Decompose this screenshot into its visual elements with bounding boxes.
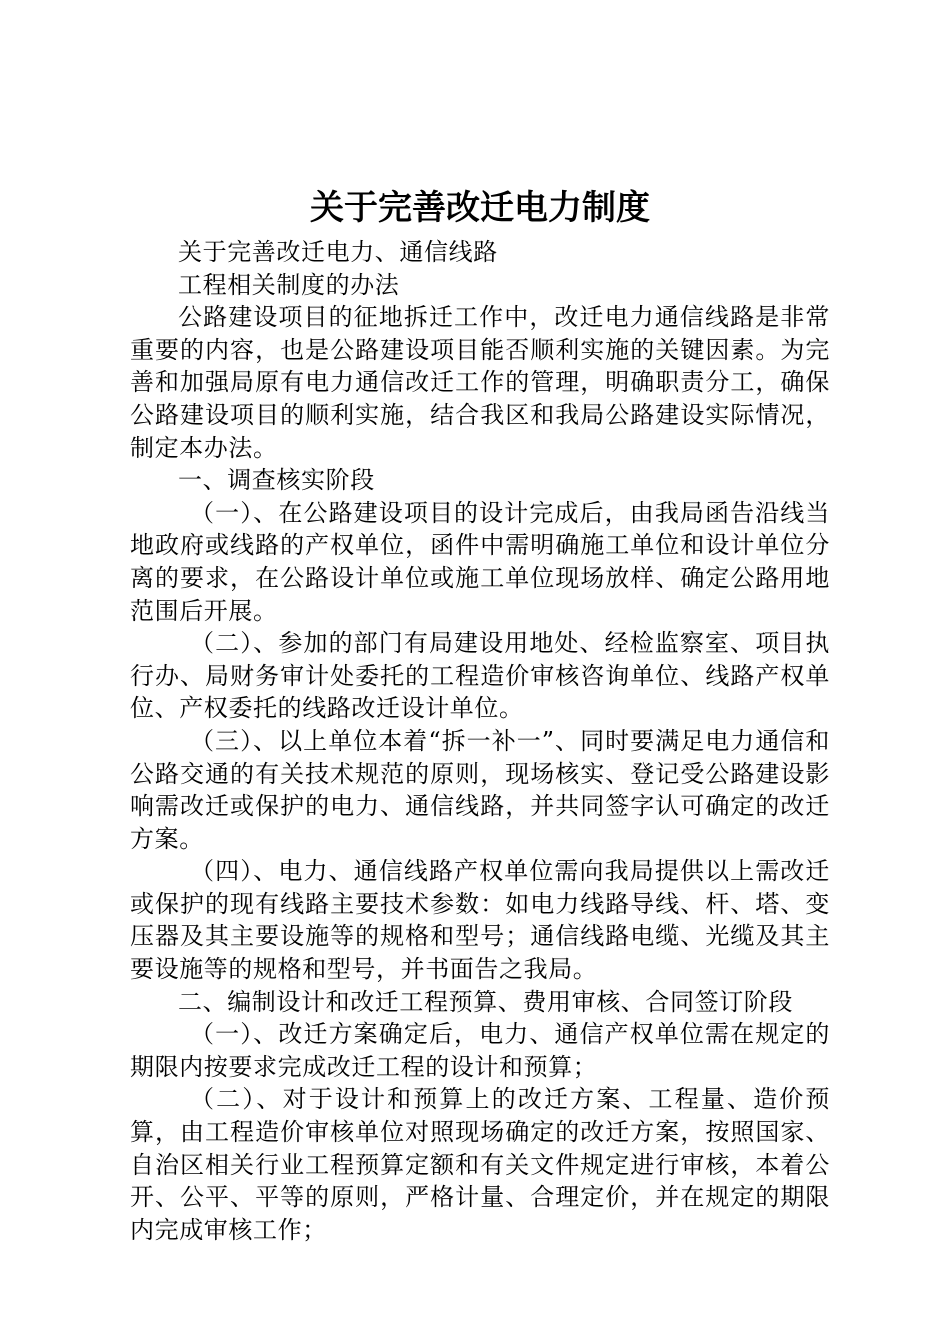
document-title: 关于完善改迁电力制度: [310, 188, 650, 228]
subtitle-line-2: 工程相关制度的办法: [178, 270, 400, 299]
section-1-item-4: （四）、电力、通信线路产权单位需向我局提供以上需改迁或保护的现有线路主要技术参数：如电力线路导线、杆、塔、变压器及其主要设施等的规格和型号；通信线路电缆、光缆及其主要设施等的规格和型号，并书面告之我局。: [130, 857, 830, 984]
section-1-item-1: （一）、在公路建设项目的设计完成后，由我局函告沿线当地政府或线路的产权单位，函件中需明确施工单位和设计单位分离的要求，在公路设计单位或施工单位现场放样、确定公路用地范围后开展。: [130, 498, 830, 625]
section-1-item-2: （二）、参加的部门有局建设用地处、经检监察室、项目执行办、局财务审计处委托的工程造价审核咨询单位、线路产权单位、产权委托的线路改迁设计单位。: [130, 629, 830, 723]
intro-paragraph: 公路建设项目的征地拆迁工作中，改迁电力通信线路是非常重要的内容，也是公路建设项目能否顺利实施的关键因素。为完善和加强局原有电力通信改迁工作的管理，明确职责分工，确保公路建设项目的顺利实施，结合我区和我局公路建设实际情况，制定本办法。: [130, 303, 830, 462]
section-2-item-1: （一）、改迁方案确定后，电力、通信产权单位需在规定的期限内按要求完成改迁工程的设计和预算；: [130, 1020, 830, 1081]
subtitle-line-1: 关于完善改迁电力、通信线路: [178, 238, 498, 266]
section-heading-1: 一、调查核实阶段: [178, 466, 375, 495]
section-heading-2: 二、编制设计和改迁工程预算、费用审核、合同签订阶段: [178, 987, 793, 1016]
document-body: [130, 236, 830, 1246]
section-2-item-2: （二）、对于设计和预算上的改迁方案、工程量、造价预算，由工程造价审核单位对照现场确定的改迁方案，按照国家、自治区相关行业工程预算定额和有关文件规定进行审核，本着公开、公平、平等的原则，严格计量、合理定价，并在规定的期限内完成审核工作；: [130, 1085, 830, 1244]
section-1-item-3: （三）、以上单位本着“拆一补一”、同时要满足电力通信和公路交通的有关技术规范的原则，现场核实、登记受公路建设影响需改迁或保护的电力、通信线路，并共同签字认可确定的改迁方案。: [130, 726, 830, 853]
